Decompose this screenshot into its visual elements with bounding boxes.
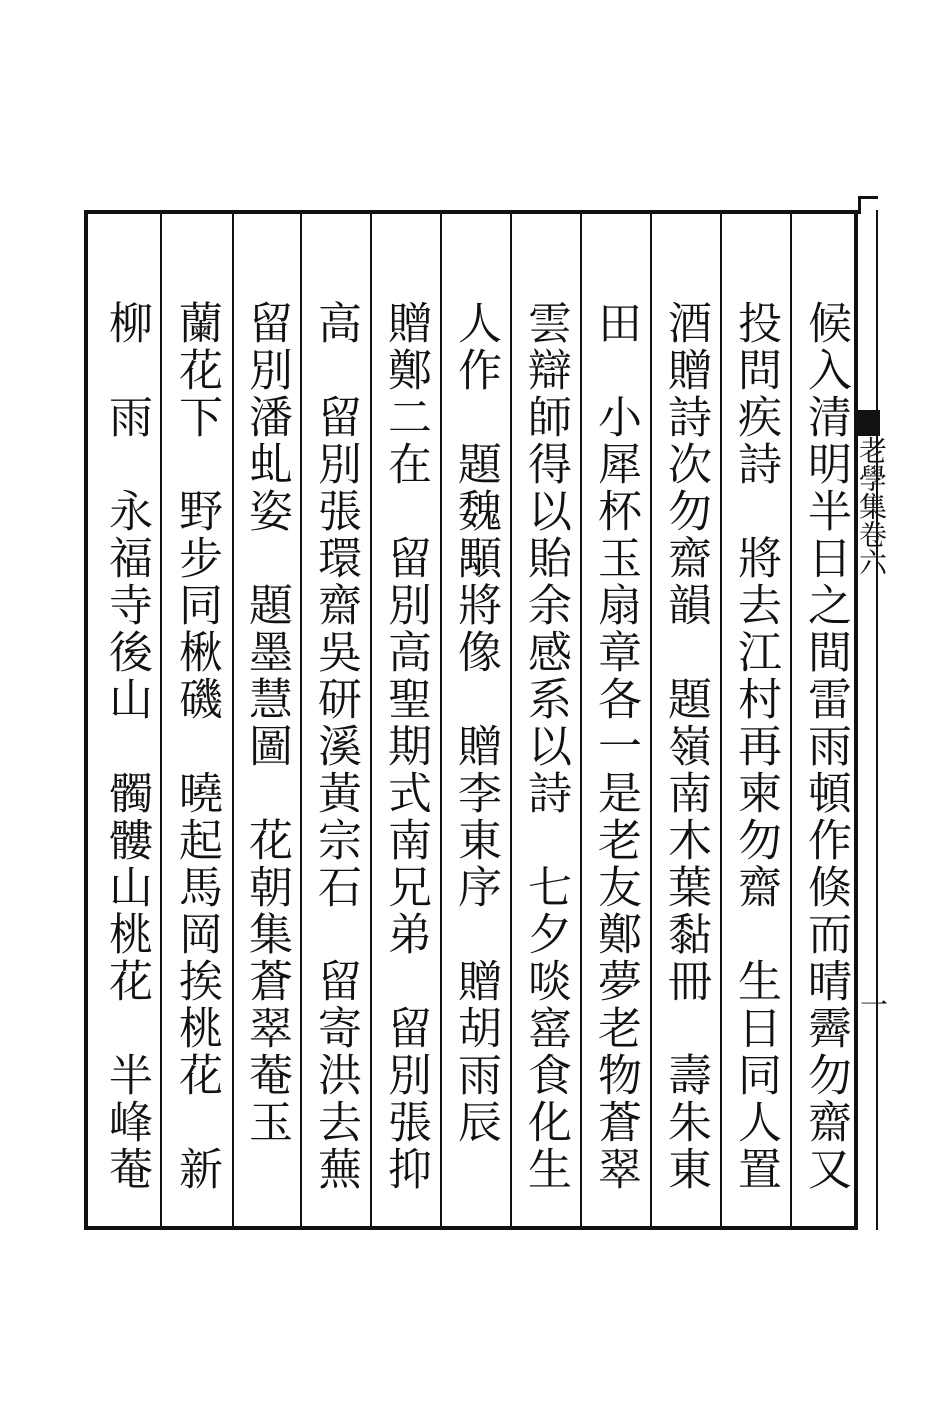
column-divider [790, 210, 792, 1230]
column-divider [160, 210, 162, 1230]
text-column-9: 留別潘虬姿 題墨慧圖 花朝集蒼翠菴玉 [241, 300, 292, 1146]
column-divider [232, 210, 234, 1230]
column-divider [300, 210, 302, 1230]
page-gutter [858, 210, 878, 1230]
text-column-11: 柳 雨 永福寺後山 髑髏山桃花 半峰菴 [101, 300, 152, 1193]
column-divider [440, 210, 442, 1230]
text-column-1: 候入清明半日之間雷雨頓作倏而晴霽勿齋又 [800, 300, 851, 1193]
gutter-corner-mark [858, 196, 878, 214]
text-column-10: 蘭花下 野步同楸磯 曉起馬岡挨桃花 新 [171, 300, 222, 1193]
text-column-8: 高 留別張環齋吳研溪黃宗石 留寄洪去蕪 [310, 300, 361, 1193]
text-column-2: 投問疾詩 將去江村再柬勿齋 生日同人置 [730, 300, 781, 1193]
column-divider [720, 210, 722, 1230]
column-divider [510, 210, 512, 1230]
text-column-7: 贈鄭二在 留別高聖期式南兄弟 留別張抑 [380, 300, 431, 1193]
column-divider [650, 210, 652, 1230]
text-column-5: 雲辯師得以貽余感系以詩 七夕啖窰食化生 [520, 300, 571, 1193]
book-title: 老學集卷六 [855, 436, 888, 576]
fishtail-mark [858, 410, 880, 436]
text-column-4: 田 小犀杯玉扇章各一是老友鄭夢老物蒼翠 [590, 300, 641, 1193]
text-column-3: 酒贈詩次勿齋韻 題嶺南木葉黏冊 壽朱東 [660, 300, 711, 1193]
folio-number: 一 [856, 990, 889, 1018]
column-divider [370, 210, 372, 1230]
text-column-6: 人作 題魏顒將像 贈李東序 贈胡雨辰 [450, 300, 501, 1146]
column-divider [580, 210, 582, 1230]
